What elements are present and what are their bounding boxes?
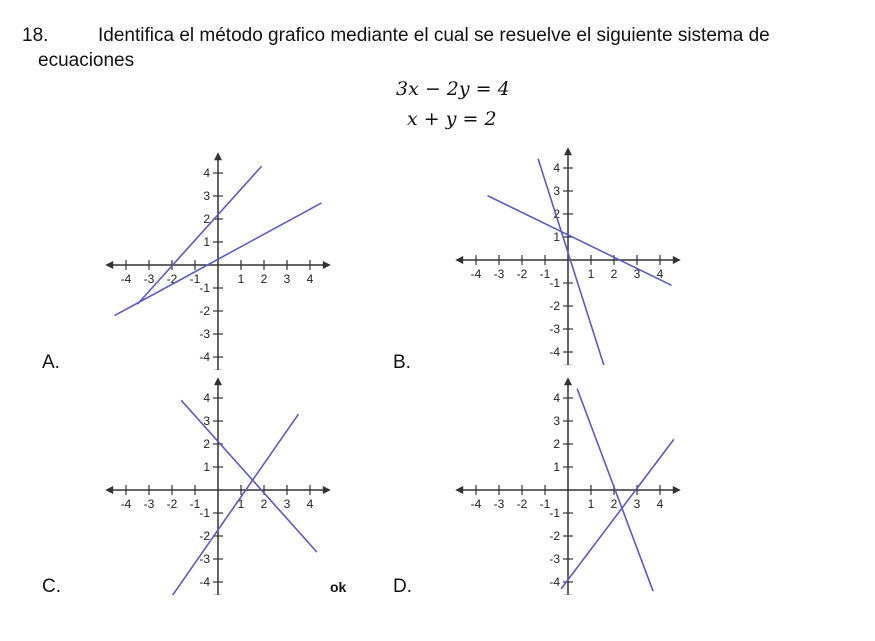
y-tick-label: -3 <box>549 322 560 336</box>
x-tick-label: -2 <box>516 267 528 281</box>
x-tick-label: -4 <box>470 497 482 511</box>
y-tick-label: -2 <box>199 304 210 318</box>
y-tick-label: -1 <box>199 506 210 520</box>
x-tick-label: -3 <box>493 267 505 281</box>
graph-line-1 <box>538 159 605 365</box>
x-tick-label: -4 <box>470 267 482 281</box>
x-tick-label: -2 <box>166 272 178 286</box>
option-b-graph[interactable] <box>450 140 690 365</box>
y-tick-label: 2 <box>203 437 210 451</box>
x-tick-label: -3 <box>143 497 155 511</box>
x-tick-label: -4 <box>120 497 132 511</box>
x-tick-label: 1 <box>237 272 245 286</box>
x-tick-label: 4 <box>656 497 664 511</box>
y-tick-label: 3 <box>203 189 210 203</box>
x-arrow-left <box>455 486 463 494</box>
x-arrow-right <box>673 256 681 264</box>
question-text-continued: ecuaciones <box>38 50 135 71</box>
x-tick-label: 2 <box>260 497 268 511</box>
option-a-label[interactable]: A. <box>42 352 60 373</box>
option-b-label[interactable]: B. <box>393 352 411 373</box>
y-tick-label: 3 <box>553 414 560 428</box>
x-tick-label: 2 <box>610 267 618 281</box>
x-arrow-left <box>455 256 463 264</box>
x-tick-label: 1 <box>587 267 595 281</box>
y-tick-label: -3 <box>549 552 560 566</box>
y-tick-label: -4 <box>199 350 210 364</box>
graph-line-2 <box>488 196 672 286</box>
x-tick-label: 1 <box>237 497 245 511</box>
x-tick-label: -1 <box>539 497 551 511</box>
y-tick-label: 1 <box>553 460 560 474</box>
x-arrow-right <box>323 261 331 269</box>
x-tick-label: 4 <box>306 497 314 511</box>
graph-line-1 <box>167 414 298 595</box>
y-tick-label: -2 <box>549 299 560 313</box>
option-c-label[interactable]: C. <box>42 576 61 597</box>
x-tick-label: -3 <box>493 497 505 511</box>
y-tick-label: 3 <box>553 184 560 198</box>
x-tick-label: 4 <box>306 272 314 286</box>
y-tick-label: -4 <box>549 345 560 359</box>
x-arrow-left <box>105 261 113 269</box>
handwritten-mark: ok <box>330 579 347 595</box>
y-tick-label: -3 <box>199 327 210 341</box>
y-tick-label: 4 <box>553 161 560 175</box>
x-tick-label: 3 <box>633 267 641 281</box>
y-tick-label: -4 <box>549 575 560 589</box>
x-tick-label: -2 <box>166 497 178 511</box>
x-arrow-left <box>105 486 113 494</box>
x-tick-label: 4 <box>656 267 664 281</box>
y-arrow-up <box>214 152 222 160</box>
x-tick-label: 3 <box>283 497 291 511</box>
x-tick-label: 2 <box>260 272 268 286</box>
x-tick-label: -3 <box>143 272 155 286</box>
y-tick-label: 4 <box>553 391 560 405</box>
y-tick-label: -1 <box>549 276 560 290</box>
y-tick-label: -1 <box>549 506 560 520</box>
x-arrow-right <box>323 486 331 494</box>
y-tick-label: 3 <box>203 414 210 428</box>
y-tick-label: 1 <box>203 235 210 249</box>
y-tick-label: 1 <box>553 230 560 244</box>
y-arrow-up <box>214 377 222 385</box>
option-d-graph[interactable] <box>450 370 690 595</box>
equation-1: 3x − 2y = 4 <box>396 78 510 100</box>
y-tick-label: -2 <box>199 529 210 543</box>
x-tick-label: -1 <box>189 272 201 286</box>
y-tick-label: -1 <box>199 281 210 295</box>
y-tick-label: -2 <box>549 529 560 543</box>
x-tick-label: -1 <box>189 497 201 511</box>
option-a-graph[interactable] <box>100 145 340 370</box>
y-arrow-up <box>564 147 572 155</box>
y-tick-label: 2 <box>553 437 560 451</box>
question-text: Identifica el método grafico mediante el cual se resuelve el siguiente sistema de <box>98 25 770 46</box>
x-tick-label: 3 <box>283 272 291 286</box>
x-tick-label: 3 <box>633 497 641 511</box>
x-arrow-right <box>673 486 681 494</box>
equation-2: x + y = 2 <box>407 108 497 130</box>
x-tick-label: -2 <box>516 497 528 511</box>
y-tick-label: -4 <box>199 575 210 589</box>
x-tick-label: 2 <box>610 497 618 511</box>
question-number: 18. <box>22 25 49 46</box>
y-tick-label: 2 <box>203 212 210 226</box>
y-tick-label: -3 <box>199 552 210 566</box>
y-tick-label: 4 <box>203 391 210 405</box>
y-tick-label: 1 <box>203 460 210 474</box>
option-d-label[interactable]: D. <box>393 576 412 597</box>
x-tick-label: -1 <box>539 267 551 281</box>
option-c-graph[interactable] <box>100 370 340 595</box>
y-tick-label: 4 <box>203 166 210 180</box>
y-tick-label: 2 <box>553 207 560 221</box>
x-tick-label: 1 <box>587 497 595 511</box>
y-arrow-up <box>564 377 572 385</box>
x-tick-label: -4 <box>120 272 132 286</box>
graph-line-2 <box>561 439 674 589</box>
